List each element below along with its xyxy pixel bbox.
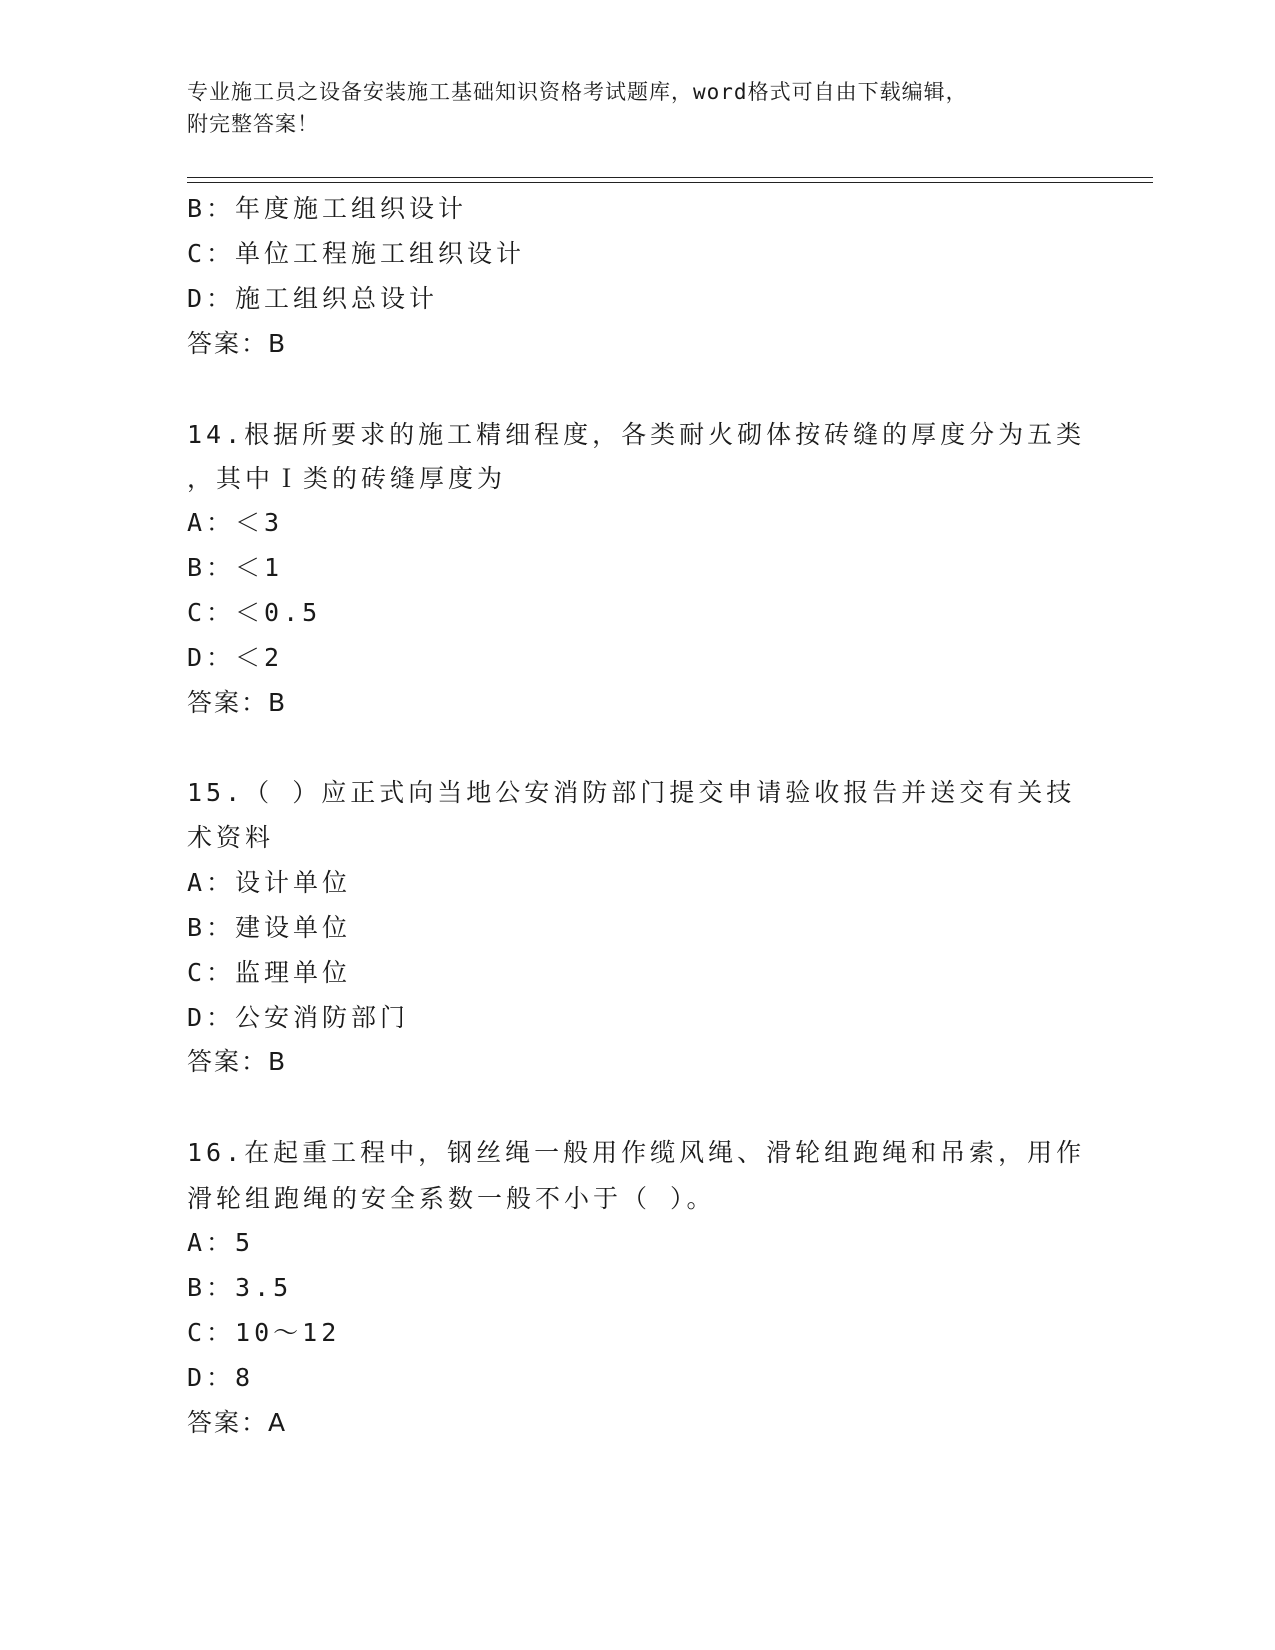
q15-option-c: C：监理单位: [187, 958, 352, 987]
q13-option-c: C：单位工程施工组织设计: [187, 239, 526, 268]
q15-option-b: B：建设单位: [187, 913, 352, 942]
q14-stem-line-2: ，其中Ｉ类的砖缝厚度为: [187, 464, 507, 493]
q16-option-b: B：3.5: [187, 1273, 293, 1302]
header-line-2: 附完整答案！: [187, 112, 319, 136]
header-divider-top: [187, 177, 1153, 178]
q13-option-d: D：施工组织总设计: [187, 284, 439, 313]
q15-option-d: D：公安消防部门: [187, 1003, 410, 1032]
document-header: [187, 76, 1087, 140]
q16-stem-line-2: 滑轮组跑绳的安全系数一般不小于（ ）。: [187, 1184, 716, 1213]
q14-option-d: D：＜2: [187, 643, 284, 672]
q15-answer: 答案：B: [187, 1047, 288, 1076]
header-line-1: 专业施工员之设备安装施工基础知识资格考试题库，word格式可自由下载编辑，: [187, 80, 968, 104]
q16-answer: 答案：A: [187, 1408, 288, 1437]
q15-option-a: A：设计单位: [187, 868, 352, 897]
q15-stem-line-2: 术资料: [187, 823, 275, 852]
header-divider-bottom: [187, 182, 1153, 183]
q16-stem-line-1: 16.在起重工程中，钢丝绳一般用作缆风绳、滑轮组跑绳和吊索，用作: [187, 1138, 1086, 1167]
q16-option-a: A：5: [187, 1228, 255, 1257]
q14-option-a: A：＜3: [187, 508, 284, 537]
q15-stem-line-1: 15.（ ）应正式向当地公安消防部门提交申请验收报告并送交有关技: [187, 778, 1076, 807]
q14-stem-line-1: 14.根据所要求的施工精细程度，各类耐火砌体按砖缝的厚度分为五类: [187, 420, 1086, 449]
q14-answer: 答案：B: [187, 688, 288, 717]
q14-option-b: B：＜1: [187, 553, 284, 582]
q16-option-d: D：8: [187, 1363, 255, 1392]
q13-answer: 答案：B: [187, 329, 288, 358]
q13-option-b: B：年度施工组织设计: [187, 194, 468, 223]
q14-option-c: C：＜0.5: [187, 598, 322, 627]
q16-option-c: C：10～12: [187, 1318, 341, 1347]
